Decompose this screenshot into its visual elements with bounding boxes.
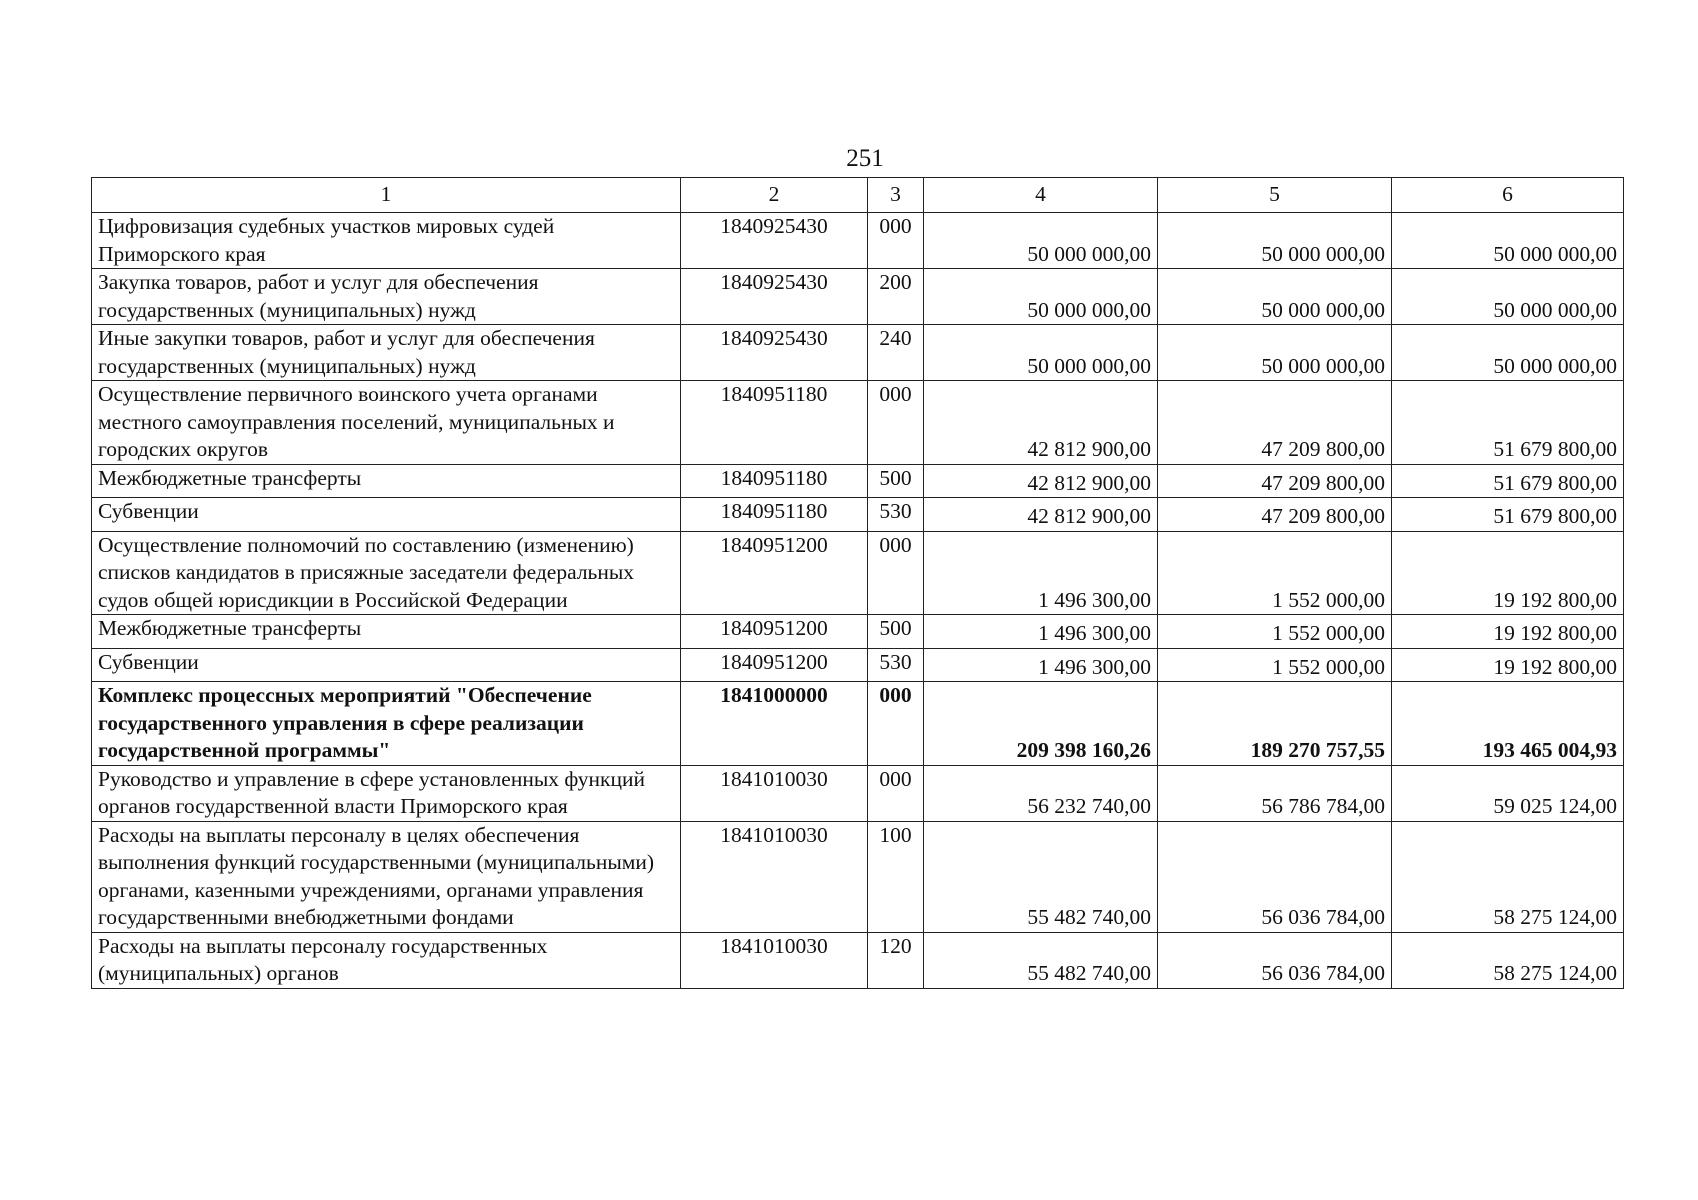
row-expense-type: 000 (868, 213, 924, 269)
row-amount-4: 1 496 300,00 (924, 648, 1158, 682)
row-target-code: 1841010030 (681, 765, 868, 821)
row-description: Цифровизация судебных участков мировых судей Приморского края (92, 213, 681, 269)
row-amount-4: 42 812 900,00 (924, 381, 1158, 465)
row-description: Осуществление полномочий по составлению (изменению) списков кандидатов в присяжные заседатели федеральных судов общей юрисдикции в Российской Федерации (92, 531, 681, 615)
row-description: Субвенции (92, 648, 681, 682)
row-target-code: 1840951200 (681, 531, 868, 615)
row-amount-6: 58 275 124,00 (1392, 932, 1624, 988)
row-amount-6: 50 000 000,00 (1392, 269, 1624, 325)
row-target-code: 1840925430 (681, 325, 868, 381)
row-description: Руководство и управление в сфере установленных функций органов государственной власти Приморского края (92, 765, 681, 821)
row-expense-type: 530 (868, 648, 924, 682)
table-row (92, 325, 1624, 381)
column-header: 2 (681, 178, 868, 213)
row-amount-5: 1 552 000,00 (1158, 648, 1392, 682)
row-description: Комплекс процессных мероприятий "Обеспечение государственного управления в сфере реализации государственной программы" (92, 682, 681, 766)
row-expense-type: 000 (868, 682, 924, 766)
row-amount-4: 50 000 000,00 (924, 325, 1158, 381)
column-header: 1 (92, 178, 681, 213)
row-description: Расходы на выплаты персоналу государственных (муниципальных) органов (92, 932, 681, 988)
row-amount-6: 59 025 124,00 (1392, 765, 1624, 821)
row-amount-5: 189 270 757,55 (1158, 682, 1392, 766)
page-number: 251 (846, 145, 884, 172)
row-amount-5: 47 209 800,00 (1158, 381, 1392, 465)
column-header: 5 (1158, 178, 1392, 213)
row-amount-4: 56 232 740,00 (924, 765, 1158, 821)
row-target-code: 1841000000 (681, 682, 868, 766)
row-description: Межбюджетные трансферты (92, 464, 681, 498)
table-row (92, 269, 1624, 325)
row-amount-5: 56 036 784,00 (1158, 821, 1392, 932)
column-header: 6 (1392, 178, 1624, 213)
table-row (92, 498, 1624, 532)
row-expense-type: 000 (868, 531, 924, 615)
row-amount-4: 1 496 300,00 (924, 615, 1158, 649)
row-expense-type: 100 (868, 821, 924, 932)
column-header: 3 (868, 178, 924, 213)
row-amount-6: 19 192 800,00 (1392, 531, 1624, 615)
row-target-code: 1841010030 (681, 821, 868, 932)
table-row (92, 765, 1624, 821)
row-amount-6: 51 679 800,00 (1392, 381, 1624, 465)
row-amount-5: 50 000 000,00 (1158, 269, 1392, 325)
table-row-total (92, 682, 1624, 766)
budget-table (91, 177, 1624, 989)
row-amount-5: 1 552 000,00 (1158, 615, 1392, 649)
row-amount-5: 56 786 784,00 (1158, 765, 1392, 821)
row-expense-type: 500 (868, 615, 924, 649)
row-expense-type: 240 (868, 325, 924, 381)
table-row (92, 213, 1624, 269)
row-amount-6: 50 000 000,00 (1392, 213, 1624, 269)
row-amount-4: 55 482 740,00 (924, 821, 1158, 932)
row-description: Осуществление первичного воинского учета органами местного самоуправления поселений, муниципальных и городских округов (92, 381, 681, 465)
row-description: Межбюджетные трансферты (92, 615, 681, 649)
row-amount-4: 42 812 900,00 (924, 464, 1158, 498)
row-expense-type: 000 (868, 381, 924, 465)
row-amount-4: 55 482 740,00 (924, 932, 1158, 988)
table-row (92, 615, 1624, 649)
column-header: 4 (924, 178, 1158, 213)
row-description: Закупка товаров, работ и услуг для обеспечения государственных (муниципальных) нужд (92, 269, 681, 325)
row-description: Расходы на выплаты персоналу в целях обеспечения выполнения функций государственными (муниципальными) органами, казенными учреждениями, органами управления государственными внебюджетными фондами (92, 821, 681, 932)
row-expense-type: 120 (868, 932, 924, 988)
row-amount-5: 1 552 000,00 (1158, 531, 1392, 615)
row-expense-type: 000 (868, 765, 924, 821)
row-amount-4: 50 000 000,00 (924, 269, 1158, 325)
row-description: Субвенции (92, 498, 681, 532)
row-amount-6: 193 465 004,93 (1392, 682, 1624, 766)
row-description: Иные закупки товаров, работ и услуг для обеспечения государственных (муниципальных) нужд (92, 325, 681, 381)
table-row (92, 821, 1624, 932)
table-row (92, 464, 1624, 498)
row-amount-5: 50 000 000,00 (1158, 325, 1392, 381)
row-target-code: 1840951200 (681, 615, 868, 649)
row-amount-5: 47 209 800,00 (1158, 464, 1392, 498)
table-body (92, 213, 1624, 989)
row-expense-type: 200 (868, 269, 924, 325)
row-target-code: 1840951180 (681, 464, 868, 498)
row-target-code: 1840951200 (681, 648, 868, 682)
row-amount-4: 209 398 160,26 (924, 682, 1158, 766)
row-amount-4: 50 000 000,00 (924, 213, 1158, 269)
row-target-code: 1840925430 (681, 213, 868, 269)
table-row (92, 381, 1624, 465)
row-amount-5: 47 209 800,00 (1158, 498, 1392, 532)
table-row (92, 648, 1624, 682)
column-number-row (92, 178, 1624, 213)
row-expense-type: 500 (868, 464, 924, 498)
row-amount-6: 50 000 000,00 (1392, 325, 1624, 381)
row-amount-6: 19 192 800,00 (1392, 648, 1624, 682)
row-target-code: 1840951180 (681, 498, 868, 532)
row-amount-4: 42 812 900,00 (924, 498, 1158, 532)
table-row (92, 932, 1624, 988)
row-target-code: 1841010030 (681, 932, 868, 988)
row-target-code: 1840925430 (681, 269, 868, 325)
row-amount-5: 56 036 784,00 (1158, 932, 1392, 988)
row-expense-type: 530 (868, 498, 924, 532)
row-amount-4: 1 496 300,00 (924, 531, 1158, 615)
row-target-code: 1840951180 (681, 381, 868, 465)
row-amount-5: 50 000 000,00 (1158, 213, 1392, 269)
row-amount-6: 58 275 124,00 (1392, 821, 1624, 932)
row-amount-6: 51 679 800,00 (1392, 464, 1624, 498)
row-amount-6: 19 192 800,00 (1392, 615, 1624, 649)
table-row (92, 531, 1624, 615)
row-amount-6: 51 679 800,00 (1392, 498, 1624, 532)
